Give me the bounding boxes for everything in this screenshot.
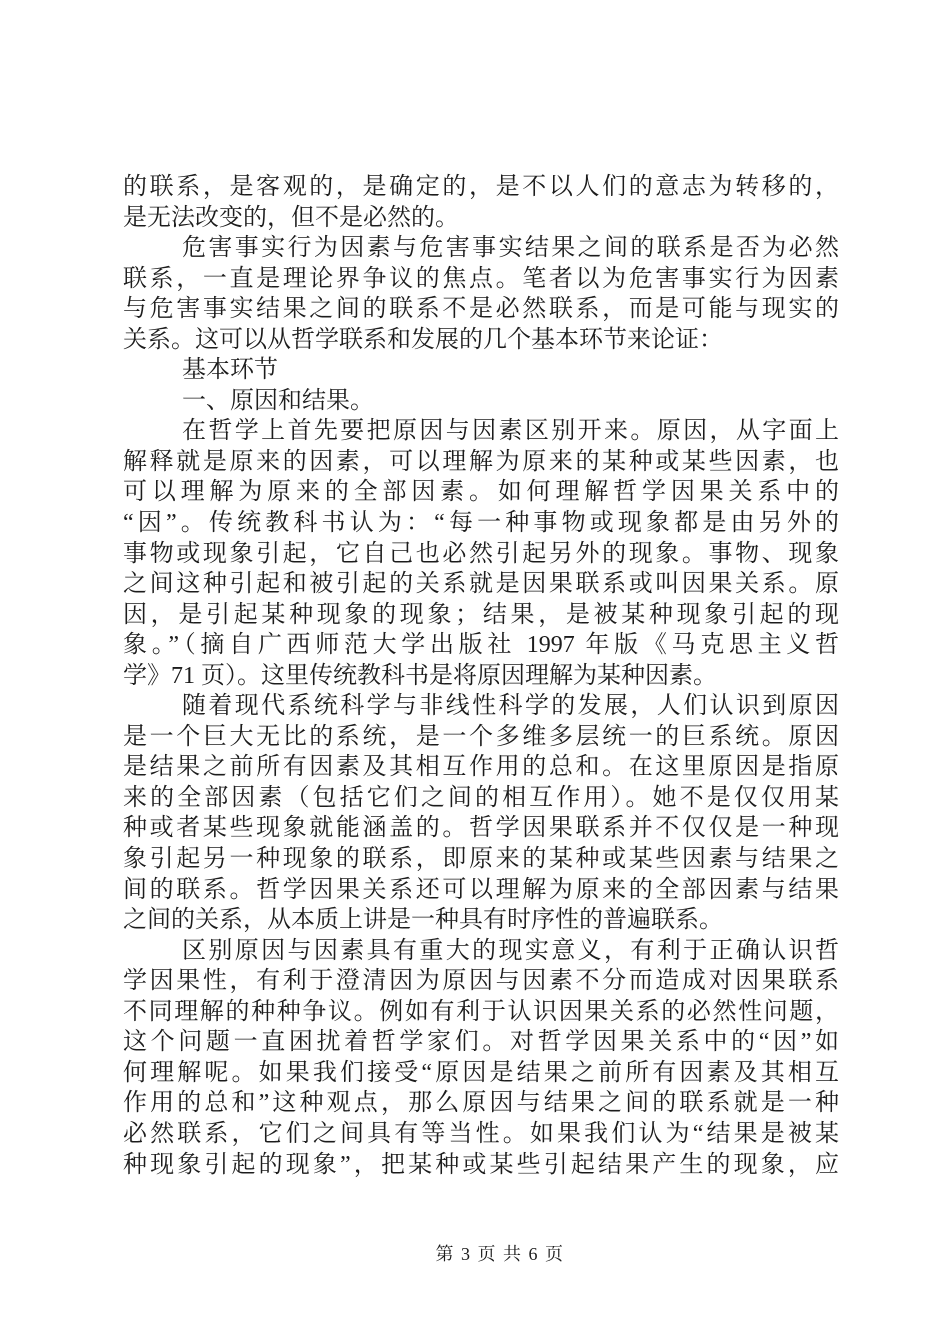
text-line: “因”。传统教科书认为：“每一种事物或现象都是由另外的 xyxy=(123,510,839,537)
text-line: 这个问题一直困扰着哲学家们。对哲学因果关系中的“因”如 xyxy=(123,1029,839,1056)
text-line: 是一个巨大无比的系统，是一个多维多层统一的巨系统。原因 xyxy=(123,723,839,750)
text-line: 的联系，是客观的，是确定的，是不以人们的意志为转移的， xyxy=(123,174,839,200)
text-line: 来的全部因素（包括它们之间的相互作用）。她不是仅仅用某 xyxy=(123,784,839,811)
text-line: 在哲学上首先要把原因与因素区别开来。原因，从字面上 xyxy=(182,418,839,445)
text-line: 何理解呢。如果我们接受“原因是结果之前所有因素及其相互 xyxy=(123,1059,839,1086)
text-line: 危害事实行为因素与危害事实结果之间的联系是否为必然 xyxy=(182,235,839,262)
text-line: 联系，一直是理论界争议的焦点。笔者以为危害事实行为因素 xyxy=(123,265,839,292)
page-footer xyxy=(142,1240,858,1266)
text-line: 是无法改变的，但不是必然的。 xyxy=(123,204,459,231)
text-line: 种现象引起的现象”，把某种或某些引起结果产生的现象，应 xyxy=(123,1151,839,1178)
text-line: 作用的总和”这种观点，那么原因与结果之间的联系就是一种 xyxy=(123,1090,839,1117)
text-line: 象引起另一种现象的联系，即原来的某种或某些因素与结果之 xyxy=(123,846,839,873)
text-line: 区别原因与因素具有重大的现实意义，有利于正确认识哲 xyxy=(182,937,839,964)
text-line: 之间的关系，从本质上讲是一种具有时序性的普遍联系。 xyxy=(123,907,723,934)
text-line: 学》71 页）。这里传统教科书是将原因理解为某种因素。 xyxy=(123,662,717,689)
text-line: 是结果之前所有因素及其相互作用的总和。在这里原因是指原 xyxy=(123,754,839,781)
text-line: 可以理解为原来的全部因素。如何理解哲学因果关系中的 xyxy=(123,479,839,506)
text-line: 关系。这可以从哲学联系和发展的几个基本环节来论证： xyxy=(123,326,723,353)
text-line: 事物或现象引起，它自己也必然引起另外的现象。事物、现象 xyxy=(123,540,839,567)
text-line: 随着现代系统科学与非线性科学的发展，人们认识到原因 xyxy=(182,693,839,720)
text-line: 间的联系。哲学因果关系还可以理解为原来的全部因素与结果 xyxy=(123,876,839,903)
text-line: 种或者某些现象就能涵盖的。哲学因果联系并不仅仅是一种现 xyxy=(123,815,839,842)
page-number-label: 第 3 页 共 6 页 xyxy=(435,1244,565,1264)
text-line: 必然联系，它们之间具有等当性。如果我们认为“结果是被某 xyxy=(123,1120,839,1147)
text-line: 因，是引起某种现象的现象；结果，是被某种现象引起的现 xyxy=(123,601,839,628)
text-line: 一、原因和结果。 xyxy=(182,387,374,414)
page-body xyxy=(123,172,839,1180)
text-line: 基本环节 xyxy=(182,357,278,384)
text-line: 与危害事实结果之间的联系不是必然联系，而是可能与现实的 xyxy=(123,296,839,323)
text-line: 不同理解的种种争议。例如有利于认识因果关系的必然性问题， xyxy=(123,998,839,1025)
text-line: 学因果性，有利于澄清因为原因与因素不分而造成对因果联系 xyxy=(123,968,839,995)
text-line: 之间这种引起和被引起的关系就是因果联系或叫因果关系。原 xyxy=(123,571,839,598)
text-line: 解释就是原来的因素，可以理解为原来的某种或某些因素，也 xyxy=(123,448,839,475)
text-line: 象。”（摘自广西师范大学出版社 1997 年版《马克思主义哲 xyxy=(123,632,839,659)
